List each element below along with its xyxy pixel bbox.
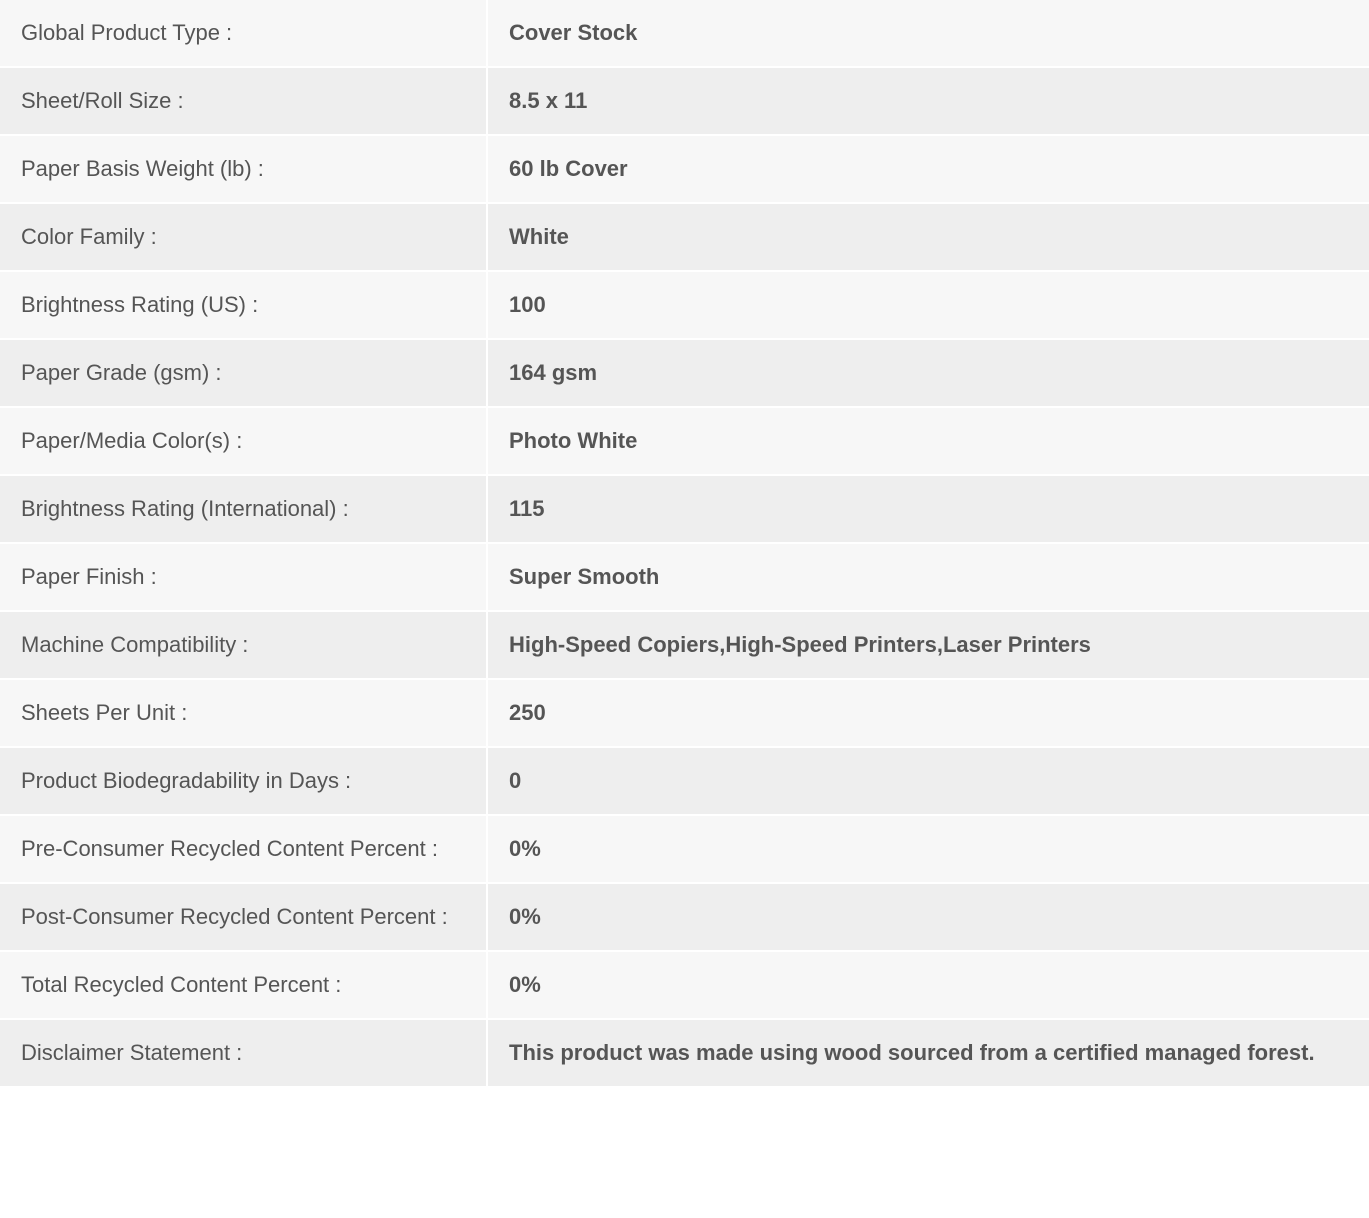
spec-value: White	[509, 224, 569, 249]
spec-label: Sheets Per Unit :	[0, 679, 487, 747]
spec-row-media-color	[0, 407, 1369, 475]
spec-row-brightness-international	[0, 475, 1369, 543]
spec-row-brightness-us	[0, 271, 1369, 339]
spec-row-pre-consumer-recycled	[0, 815, 1369, 883]
spec-label: Global Product Type :	[0, 0, 487, 67]
spec-label: Color Family :	[0, 203, 487, 271]
spec-label: Pre-Consumer Recycled Content Percent :	[0, 815, 487, 883]
spec-value: 115	[509, 496, 545, 521]
spec-label: Product Biodegradability in Days :	[0, 747, 487, 815]
spec-value: 8.5 x 11	[509, 88, 588, 113]
spec-value: 0%	[509, 836, 541, 861]
spec-label: Brightness Rating (US) :	[0, 271, 487, 339]
spec-value: Photo White	[509, 428, 638, 453]
spec-label: Sheet/Roll Size :	[0, 67, 487, 135]
spec-value: This product was made using wood sourced from a certified managed forest.	[509, 1040, 1315, 1065]
spec-row-sheets-per-unit	[0, 679, 1369, 747]
spec-value: Cover Stock	[509, 20, 638, 45]
spec-value: 0%	[509, 972, 541, 997]
spec-label: Paper/Media Color(s) :	[0, 407, 487, 475]
spec-value: 164 gsm	[509, 360, 598, 385]
spec-label: Disclaimer Statement :	[0, 1019, 487, 1087]
spec-value: Super Smooth	[509, 564, 660, 589]
spec-label: Paper Finish :	[0, 543, 487, 611]
spec-row-machine-compatibility	[0, 611, 1369, 679]
spec-value: 0%	[509, 904, 541, 929]
spec-label: Paper Basis Weight (lb) :	[0, 135, 487, 203]
spec-row-paper-grade	[0, 339, 1369, 407]
spec-label: Total Recycled Content Percent :	[0, 951, 487, 1019]
spec-value: 60 lb Cover	[509, 156, 628, 181]
spec-value: 100	[509, 292, 546, 317]
spec-row-paper-basis-weight	[0, 135, 1369, 203]
spec-row-sheet-roll-size	[0, 67, 1369, 135]
spec-row-global-product-type	[0, 0, 1369, 67]
spec-row-color-family	[0, 203, 1369, 271]
spec-row-post-consumer-recycled	[0, 883, 1369, 951]
spec-label: Machine Compatibility :	[0, 611, 487, 679]
spec-row-disclaimer	[0, 1019, 1369, 1087]
spec-label: Paper Grade (gsm) :	[0, 339, 487, 407]
spec-row-paper-finish	[0, 543, 1369, 611]
spec-label: Brightness Rating (International) :	[0, 475, 487, 543]
spec-value: 0	[509, 768, 522, 793]
spec-row-biodegradability	[0, 747, 1369, 815]
spec-label: Post-Consumer Recycled Content Percent :	[0, 883, 487, 951]
spec-row-total-recycled	[0, 951, 1369, 1019]
spec-value: 250	[509, 700, 546, 725]
spec-value: High-Speed Copiers,High-Speed Printers,Laser Printers	[509, 632, 1091, 657]
